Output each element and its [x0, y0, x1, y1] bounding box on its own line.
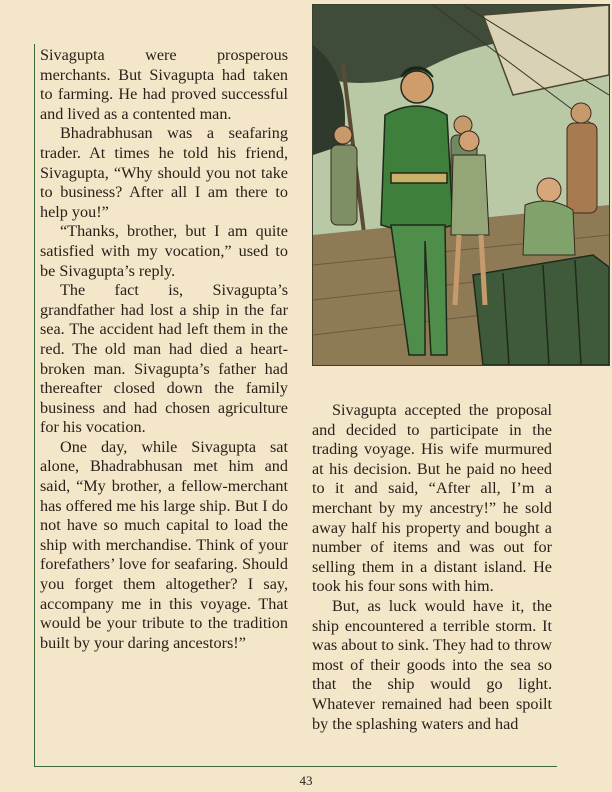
- paragraph: “Thanks, brother, but I am quite satisfied with my vocation,” used to be Sivagupta’s reply.: [40, 222, 288, 280]
- paragraph: One day, while Sivagupta sat alone, Bhadrabhusan met him and said, “My brother, a fellow-merchant has offered me his large ship. But I do not have so much capital to load the ship with merchandise. Think of your forefathers’ love for seafaring. Should you forget them altogether? I say, accompany me in this voyage. That would be your tribute to the tradition built by your daring ancestors!”: [40, 437, 288, 652]
- story-illustration: [312, 4, 610, 366]
- paragraph: Sivagupta accepted the proposal and decided to participate in the trading voyage. His wife murmured at his decision. But he paid no heed to it and said, “After all, I’m a merchant by my ancestry!” he sold away half his property and bought a number of items and was out for selling them in a distant island. He took his four sons with him.: [312, 401, 552, 596]
- paragraph: But, as luck would have it, the ship encountered a terrible storm. It was about to sink. They had to throw most of their goods into the sea so that the ship would go light. Whatever remained had been spoilt by the splashing waters and had: [312, 596, 552, 733]
- page-number: 43: [299, 773, 313, 788]
- paragraph: Bhadrabhusan was a seafaring trader. At times he told his friend, Sivagupta, “Why should you not take to business? After all I am there to help you!”: [40, 124, 288, 221]
- paragraph: The fact is, Sivagupta’s grandfather had lost a ship in the far sea. The accident had left them in the red. The old man had died a heart-broken man. Sivagupta’s father had thereafter closed down the family business and had chosen agriculture for his vocation.: [40, 281, 288, 437]
- paragraph: Sivagupta were prosperous merchants. But Sivagupta had taken to farming. He had proved successful and lived as a contented man.: [40, 46, 288, 123]
- left-column: [40, 46, 288, 653]
- ship-deck-illustration: [313, 5, 609, 365]
- right-column: [312, 401, 552, 734]
